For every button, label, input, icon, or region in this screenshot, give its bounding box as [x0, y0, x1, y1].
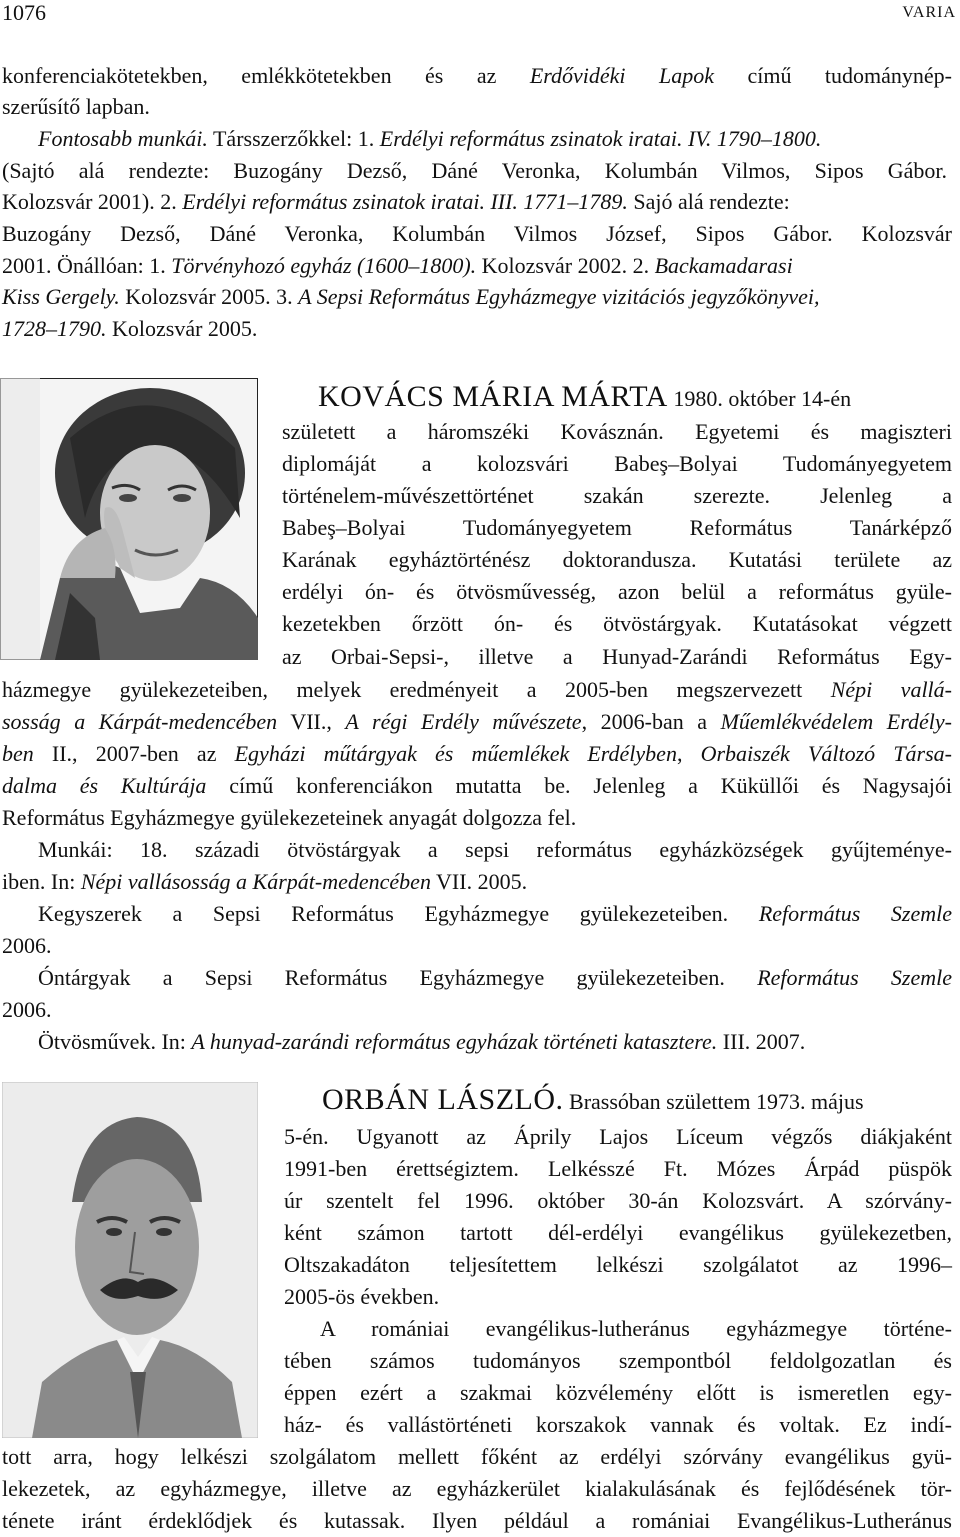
intro-line: Kolozsvár 2001). 2. Erdélyi református zsinatok iratai. III. 1771–1789. Sajó alá rendezte: — [2, 189, 790, 214]
bio-heading-line: KOVÁCS MÁRIA MÁRTA 1980. október 14-én — [318, 380, 852, 413]
bio-line: lekezetek, az egyházmegye, illetve az egyházkerület kialakulásának és fejlődésének tör- — [2, 1476, 952, 1501]
intro-line: szerűsítő lapban. — [2, 94, 150, 119]
intro-line: Buzogány Dezső, Dáné Veronka, Kolumbán Vilmos József, Sipos Gábor. Kolozsvár — [2, 221, 952, 246]
bio-line: diplomáját a kolozsvári Babeş–Bolyai Tudományegyetem — [282, 451, 952, 476]
bio-line: 1991-ben érettségiztem. Lelkésszé Ft. Mózes Árpád püspök — [284, 1156, 952, 1181]
bio-line: dalma és Kultúrája című konferenciákon mutatta be. Jelenleg a Küküllői és Nagysajói — [2, 773, 952, 798]
bio-line: ténete iránt érdeklődjek és kutassak. Ilyen például a romániai Evangélikus-Lutheránus — [2, 1508, 952, 1533]
works-line: Ötvösművek. In: A hunyad-zarándi református egyházak történeti katasztere. III. 2007. — [38, 1029, 806, 1054]
intro-line: Fontosabb munkái. Társszerzőkkel: 1. Erdélyi református zsinatok iratai. IV. 1790–1800. — [38, 126, 822, 151]
bio-line: az Orbai-Sepsi-, illetve a Hunyad-Zarándi Református Egy- — [282, 644, 952, 669]
bio-line: tott arra, hogy lelkészi szolgálatom mellett főként az erdélyi szórvány evangélikus gyü- — [2, 1444, 952, 1469]
portrait-photo-orban — [2, 1082, 258, 1438]
bio-line: sosság a Kárpát-medencében VII., A régi Erdély művészete, 2006-ban a Műemlékvédelem Erdély- — [2, 709, 952, 734]
works-line: Kegyszerek a Sepsi Református Egyházmegye gyülekezeteiben. Református Szemle — [38, 901, 953, 926]
bio-line: született a háromszéki Kovásznán. Egyetemi és magiszteri — [282, 419, 952, 444]
works-line: 2006. — [2, 997, 52, 1022]
bio-line: erdélyi ón- és ötvösművesség, azon belül a református gyüle- — [282, 579, 952, 604]
intro-line: (Sajtó alá rendezte: Buzogány Dezső, Dáné Veronka, Kolumbán Vilmos, Sipos Gábor. — [2, 158, 947, 183]
bio-line: úr szentelt fel 1996. október 30-án Kolozsvárt. A szórvány- — [284, 1188, 952, 1213]
portrait-photo-kovacs — [0, 378, 258, 660]
works-line: iben. In: Népi vallásosság a Kárpát-medencében VII. 2005. — [2, 869, 528, 894]
bio-line: tében számos tudományos szempontból feldolgozatlan és — [284, 1348, 952, 1373]
bio-line: kezetekben őrzött ón- és ötvöstárgyak. Kutatásokat végzett — [282, 611, 952, 636]
intro-line: Kiss Gergely. Kolozsvár 2005. 3. A Sepsi Református Egyházmegye vizitációs jegyzőkönyvei, — [2, 284, 820, 309]
page-number: 1076 — [2, 0, 46, 25]
running-head: VARIA — [902, 4, 956, 21]
intro-line: 1728–1790. Kolozsvár 2005. — [2, 316, 258, 341]
bio-line: A romániai evangélikus-lutheránus egyházmegye történe- — [320, 1316, 952, 1341]
bio-line: ben II., 2007-ben az Egyházi műtárgyak és műemlékek Erdélyben, Orbaiszék Változó Társa- — [2, 741, 952, 766]
bio-line: Református Egyházmegye gyülekezeteinek anyagát dolgozza fel. — [2, 805, 577, 830]
person-name: KOVÁCS MÁRIA MÁRTA — [318, 380, 668, 413]
works-line: Óntárgyak a Sepsi Református Egyházmegye gyülekezeteiben. Református Szemle — [38, 965, 953, 990]
works-line: Munkái: 18. századi ötvöstárgyak a sepsi református egyházközségek gyűjteménye- — [38, 837, 952, 862]
bio-line: Oltszakadáton teljesítettem lelkészi szolgálatot az 1996– — [284, 1252, 952, 1277]
bio-line: 5-én. Ugyanott az Áprily Lajos Líceum végzős diákjaként — [284, 1124, 952, 1149]
bio-line: történelem-művészettörténet szakán szerezte. Jelenleg a — [282, 483, 952, 508]
bio-line: 2005-ös években. — [284, 1284, 440, 1309]
page-header — [0, 0, 960, 34]
intro-line: konferenciakötetekben, emlékkötetekben és az Erdővidéki Lapok című tudománynép- — [2, 63, 952, 88]
bio-line: Babeş–Bolyai Tudományegyetem Református Tanárképző — [282, 515, 952, 540]
bio-line: éppen ezért a szakmai közvélemény előtt is ismeretlen egy- — [284, 1380, 952, 1405]
works-line: 2006. — [2, 933, 52, 958]
intro-line: 2001. Önállóan: 1. Törvényhozó egyház (1600–1800). Kolozsvár 2002. 2. Backamadarasi — [2, 253, 793, 278]
bio-line: Karának egyháztörténész doktorandusza. Kutatási területe az — [282, 547, 952, 572]
bio-line: házmegye gyülekezeteiben, melyek eredményeit a 2005-ben megszervezett Népi vallá- — [2, 677, 952, 702]
person-name: ORBÁN LÁSZLÓ. — [322, 1083, 564, 1116]
bio-line: ként számon tartott dél-erdélyi evangélikus gyülekezetben, — [284, 1220, 952, 1245]
bio-heading-line: ORBÁN LÁSZLÓ. Brassóban születtem 1973. május — [322, 1083, 864, 1116]
bio-line: ház- és vallástörténeti korszakok vannak és voltak. Ez indí- — [284, 1412, 952, 1437]
